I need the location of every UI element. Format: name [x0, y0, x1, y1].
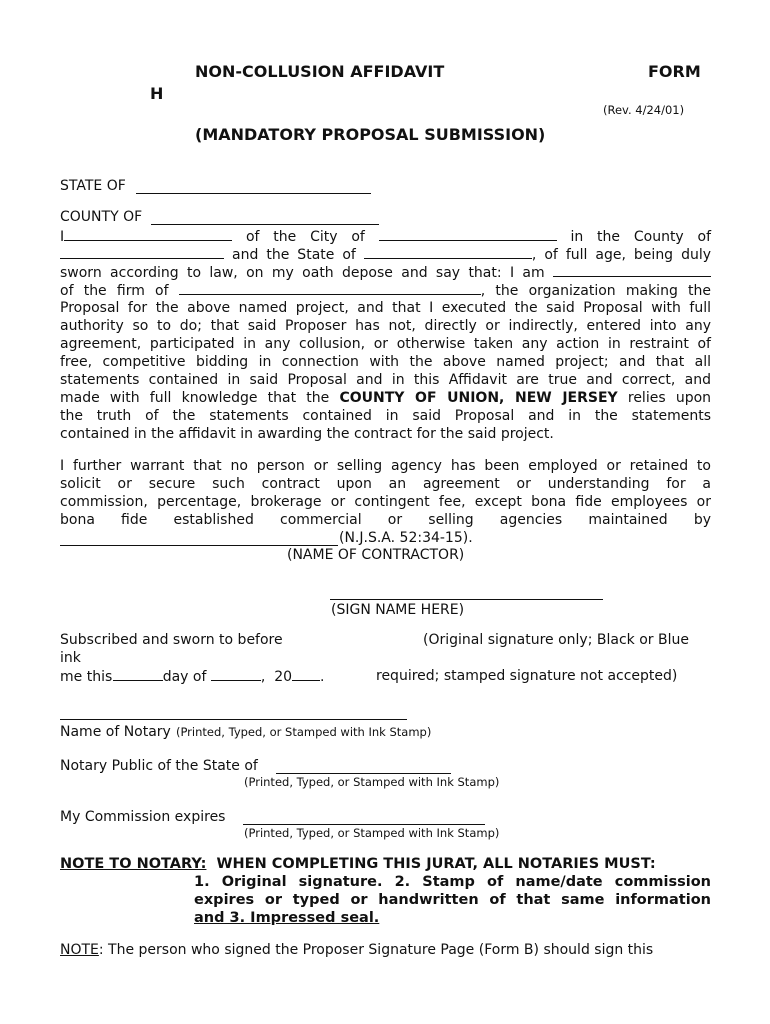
firm-name-field[interactable]	[179, 281, 481, 295]
form-subtitle: (MANDATORY PROPOSAL SUBMISSION)	[195, 125, 546, 144]
notary-requirement-line-1: 1. Original signature. 2. Stamp of name/date commission	[194, 874, 711, 890]
title-position-field[interactable]	[553, 263, 711, 277]
affidavit-line-3: sworn according to law, on my oath depose and say that: I am	[60, 263, 711, 282]
note-to-notary-label: NOTE TO NOTARY:	[60, 856, 207, 872]
state-label: STATE OF	[60, 178, 126, 194]
signature-field[interactable]	[330, 599, 603, 600]
note-to-notary-instruction: WHEN COMPLETING THIS JURAT, ALL NOTARIES MUST:	[216, 856, 656, 872]
affidavit-line-10: made with full knowledge that the COUNTY OF UNION, NEW JERSEY relies upon	[60, 390, 712, 406]
affiant-name-field[interactable]	[64, 227, 232, 241]
notary-name-hint: (Printed, Typed, or Stamped with Ink Stamp)	[175, 725, 432, 739]
state-of-residence-field[interactable]	[364, 245, 532, 259]
affidavit-line-4: of the firm of , the organization making the	[60, 283, 712, 299]
date-line: me this day of , 20 .	[60, 669, 325, 685]
notary-name-row	[60, 721, 431, 741]
commission-hint: (Printed, Typed, or Stamped with Ink Stamp)	[244, 826, 500, 840]
statute-citation: (N.J.S.A. 52:34-15).	[339, 530, 473, 546]
final-note-label: NOTE	[60, 942, 99, 958]
county-name: COUNTY OF UNION, NEW JERSEY	[339, 390, 618, 406]
sign-name-label: (SIGN NAME HERE)	[331, 602, 465, 618]
notary-requirement-line-3: and 3. Impressed seal.	[194, 910, 380, 926]
warrant-line-1: I further warrant that no person or selling agency has been employed or retained to	[60, 458, 711, 474]
notary-state-label: Notary Public of the State of	[60, 758, 258, 774]
warrant-line-4: bona fide established commercial or selling agencies maintained by	[60, 512, 711, 528]
affidavit-line-9: statements contained in said Proposal and in this Affidavit are true and correct, and	[60, 372, 711, 388]
notary-requirement-line-2: expires or typed or handwritten of that same information	[194, 892, 711, 908]
affidavit-line-5: Proposal for the above named project, and that I executed the said Proposal with full	[60, 300, 711, 316]
form-letter: H	[150, 84, 164, 103]
affidavit-line-8: free, competitive bidding in connection with the above named project; and that all	[60, 354, 711, 370]
note-to-notary-heading-row	[60, 855, 656, 873]
county-label: COUNTY OF	[60, 209, 143, 225]
notary-state-field[interactable]	[276, 773, 451, 774]
month-field[interactable]	[211, 667, 261, 681]
stamped-signature-note: required; stamped signature not accepted)	[376, 668, 678, 684]
warrant-line-3: commission, percentage, brokerage or contingent fee, except bona fide employees or	[60, 494, 711, 510]
year-field[interactable]	[292, 667, 320, 681]
commission-label: My Commission expires	[60, 809, 226, 825]
affidavit-line-2: and the State of , of full age, being duly	[60, 245, 711, 264]
notary-state-hint: (Printed, Typed, or Stamped with Ink Stamp)	[244, 775, 500, 789]
revision-date: (Rev. 4/24/01)	[603, 103, 685, 117]
form-title: NON-COLLUSION AFFIDAVIT	[195, 62, 445, 81]
notary-name-label: Name of Notary	[60, 724, 171, 740]
form-word: FORM	[648, 62, 701, 81]
subscribed-text: Subscribed and sworn to before	[60, 632, 283, 648]
affidavit-line-12: contained in the affidavit in awarding the contract for the said project.	[60, 426, 554, 442]
affidavit-line-6: authority so to do; that said Proposer has not, directly or indirectly, entered into any	[60, 318, 711, 334]
warrant-line-2: solicit or secure such contract upon an agreement or understanding for a	[60, 476, 711, 492]
city-field[interactable]	[379, 227, 557, 241]
affidavit-line-11: the truth of the statements contained in said Proposal and in the statements	[60, 408, 711, 424]
state-field[interactable]	[136, 193, 371, 194]
final-note	[60, 941, 653, 959]
final-note-text: : The person who signed the Proposer Signature Page (Form B) should sign this	[98, 942, 654, 958]
contractor-label: (NAME OF CONTRACTOR)	[287, 547, 465, 563]
notary-name-field[interactable]	[60, 719, 407, 720]
affidavit-line-7: agreement, participated in any collusion, or otherwise taken any action in restraint of	[60, 336, 711, 352]
ink-text: ink	[60, 650, 81, 666]
original-signature-note: (Original signature only; Black or Blue	[423, 632, 689, 648]
affidavit-line-1: I of the City of in the County of	[60, 229, 712, 245]
commission-field[interactable]	[243, 824, 485, 825]
county-of-residence-field[interactable]	[60, 245, 224, 259]
county-field[interactable]	[151, 224, 379, 225]
day-field[interactable]	[113, 667, 163, 681]
